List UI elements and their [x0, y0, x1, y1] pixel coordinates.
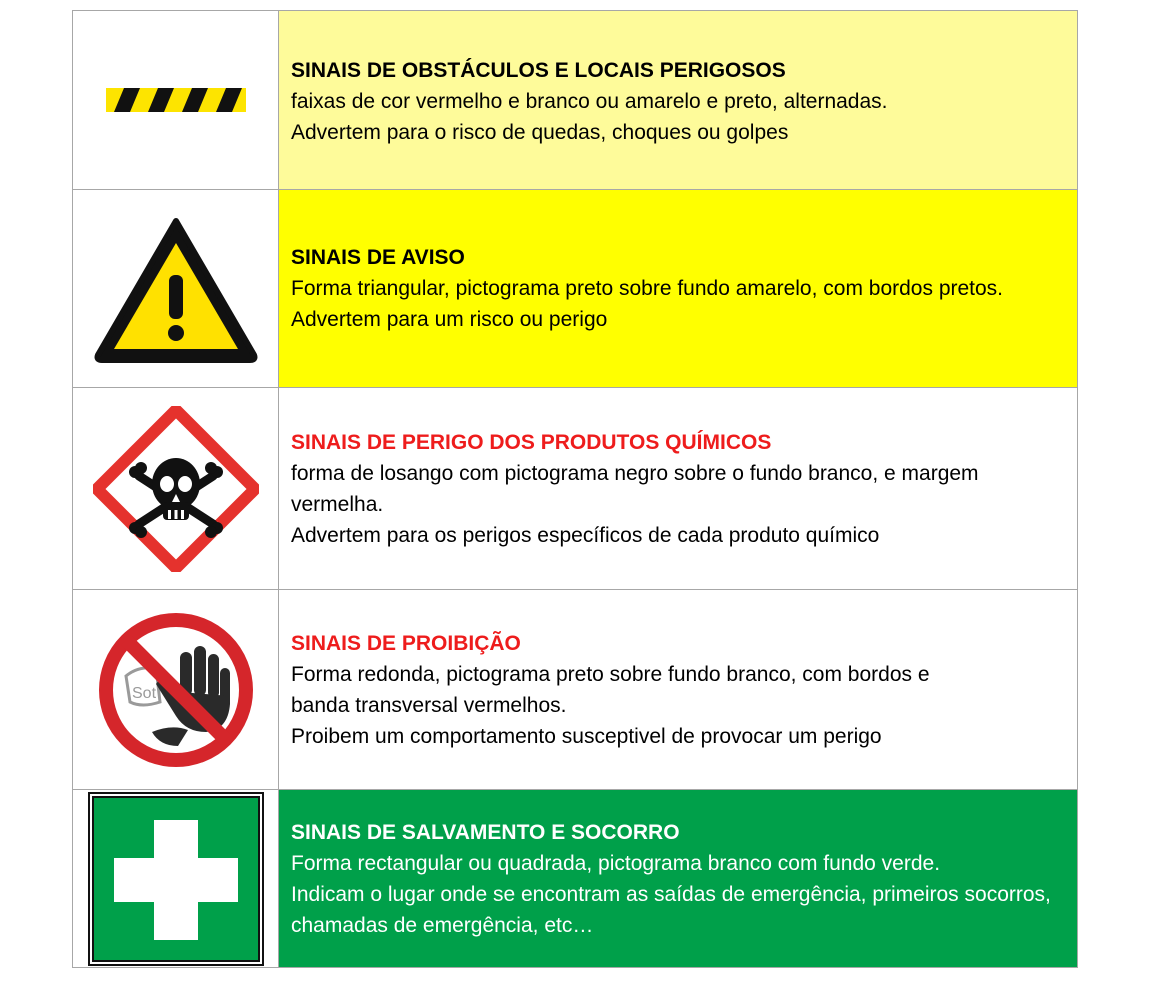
row-description: Advertem para os perigos específicos de cada produto químico	[291, 523, 880, 547]
row-title: SINAIS DE OBSTÁCULOS E LOCAIS PERIGOSOS	[291, 58, 786, 82]
warning-triangle-icon	[90, 213, 262, 365]
row-description: faixas de cor vermelho e branco ou amarelo e preto, alternadas.	[291, 89, 888, 113]
table-row	[73, 388, 1077, 590]
table-row	[73, 790, 1077, 967]
text-cell	[279, 590, 1077, 789]
svg-text:Sot: Sot	[131, 684, 156, 702]
text-cell	[279, 190, 1077, 387]
skull-crossbones-diamond-icon	[93, 406, 259, 572]
icon-cell	[73, 11, 279, 189]
row-description: Forma redonda, pictograma preto sobre fundo branco, com bordos e banda transversal vermelhos.	[291, 662, 930, 717]
signs-table	[72, 10, 1078, 968]
text-cell	[279, 388, 1077, 589]
row-title: SINAIS DE PERIGO DOS PRODUTOS QUÍMICOS	[291, 430, 772, 454]
icon-cell	[73, 388, 279, 589]
icon-cell	[73, 190, 279, 387]
no-entry-hand-icon	[98, 612, 254, 768]
table-row	[73, 190, 1077, 388]
table-row	[73, 11, 1077, 190]
first-aid-cross-icon	[88, 792, 264, 966]
icon-cell	[73, 790, 279, 967]
row-description: forma de losango com pictograma negro sobre o fundo branco, e margem vermelha.	[291, 461, 979, 516]
icon-cell	[73, 590, 279, 789]
row-description: Proibem um comportamento susceptivel de provocar um perigo	[291, 724, 882, 748]
row-title: SINAIS DE SALVAMENTO E SOCORRO	[291, 820, 680, 844]
hazard-stripes-icon	[106, 88, 246, 112]
row-description: Advertem para um risco ou perigo	[291, 308, 608, 331]
table-row	[73, 590, 1077, 790]
row-description: Forma triangular, pictograma preto sobre fundo amarelo, com bordos pretos.	[291, 277, 1004, 300]
row-title: SINAIS DE AVISO	[291, 246, 465, 269]
row-description: Advertem para o risco de quedas, choques ou golpes	[291, 120, 789, 144]
row-title: SINAIS DE PROIBIÇÃO	[291, 631, 521, 655]
text-cell	[279, 11, 1077, 189]
row-description: Forma rectangular ou quadrada, pictograma branco com fundo verde.	[291, 851, 941, 875]
row-description: Indicam o lugar onde se encontram as saídas de emergência, primeiros socorros, chamadas de emergência, etc…	[291, 882, 1051, 937]
text-cell	[279, 790, 1077, 967]
